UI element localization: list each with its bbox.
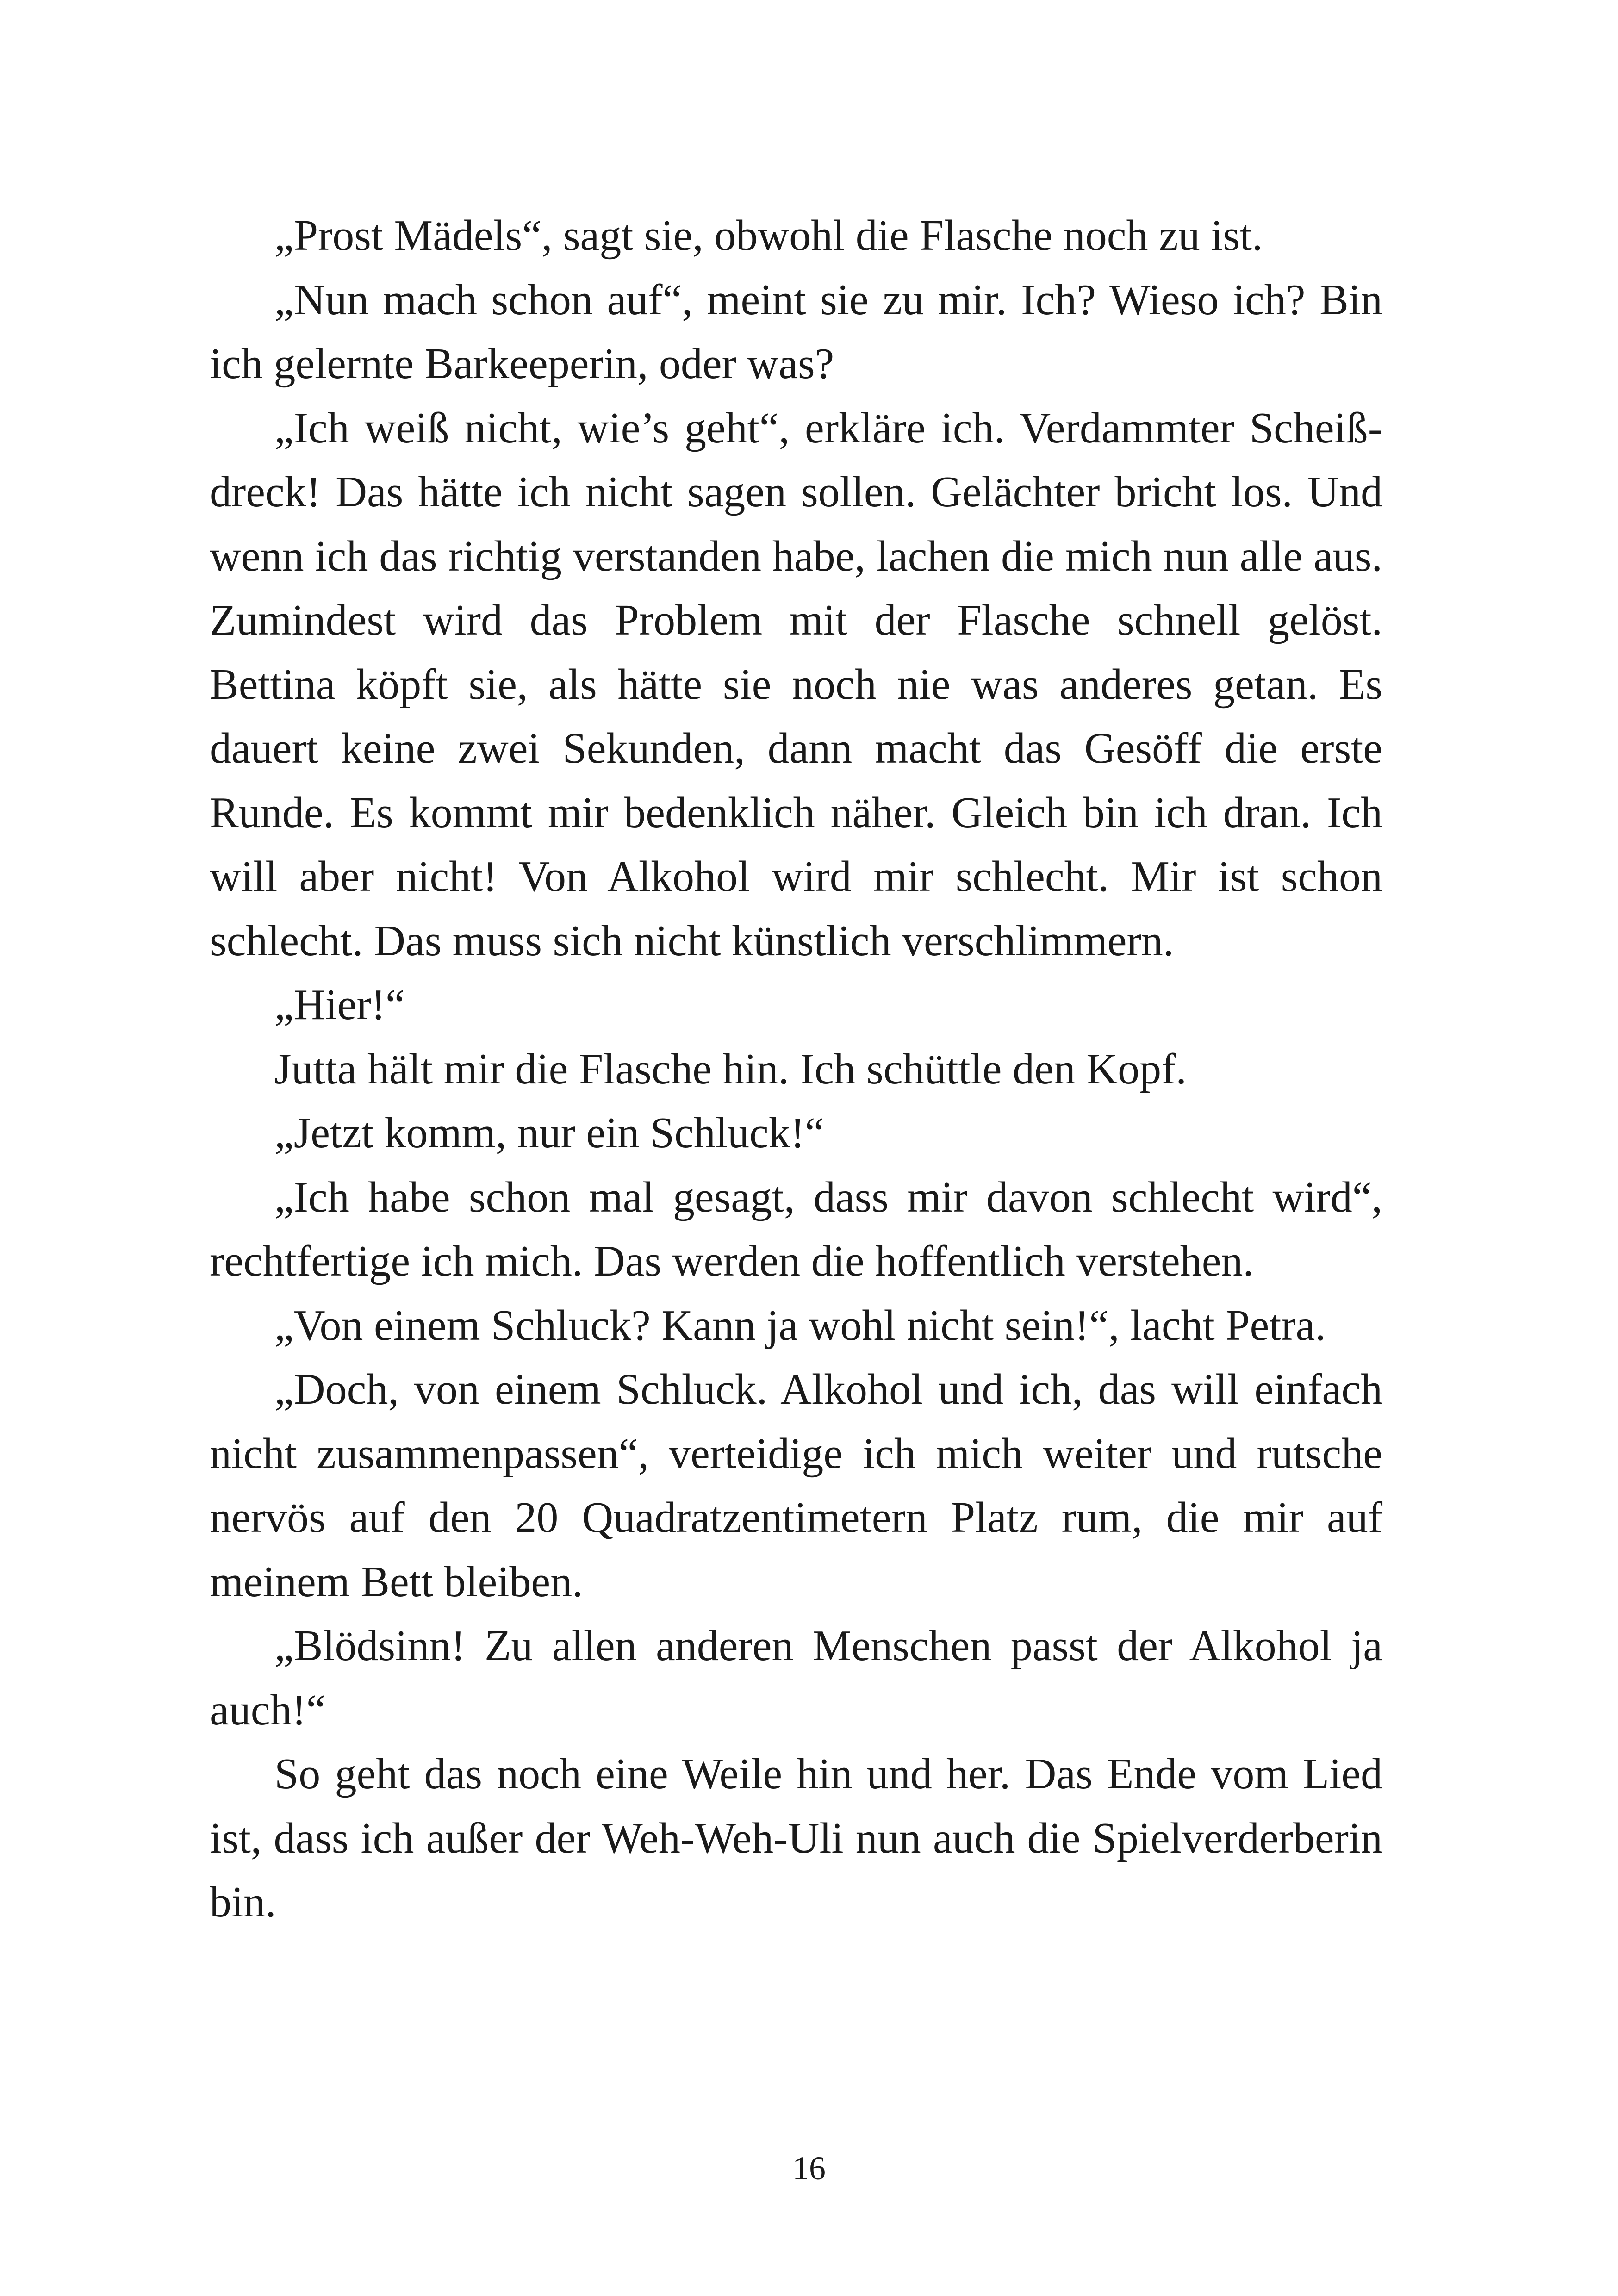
paragraph: „Nun mach schon auf“, meint sie zu mir. Ich? Wieso ich? Bin ich gelernte Barkeeperin, oder was? bbox=[210, 275, 1382, 388]
paragraph: „Ich weiß nicht, wie’s geht“, erkläre ich. Verdammter Scheißdreck! Das hätte ich nicht sagen sollen. Gelächter bricht los. Und wenn ich das richtig verstanden habe, lachen die mich nun alle aus. Zumindest wird das Problem mit der Flasche schnell gelöst. Bettina köpft sie, als hätte sie noch nie was anderes getan. Es dauert keine zwei Sekunden, dann macht das Gesöff die erste Runde. Es kommt mir bedenklich näher. Gleich bin ich dran. Ich will aber nicht! Von Alkohol wird mir schlecht. Mir ist schon schlecht. Das muss sich nicht künstlich verschlimmern. bbox=[210, 404, 1382, 965]
paragraph: „Jetzt komm, nur ein Schluck!“ bbox=[274, 1109, 824, 1157]
body-text bbox=[210, 204, 1382, 1935]
paragraph: „Blödsinn! Zu allen anderen Menschen passt der Alkohol ja auch!“ bbox=[210, 1622, 1382, 1734]
paragraph: „Hier!“ bbox=[274, 981, 405, 1029]
page-number: 16 bbox=[792, 2150, 826, 2187]
paragraph: So geht das noch eine Weile hin und her. Das Ende vom Lied ist, dass ich außer der Weh-Weh-Uli nun auch die Spielverderberin bin. bbox=[210, 1750, 1382, 1926]
paragraph: „Doch, von einem Schluck. Alkohol und ich, das will einfach nicht zusammenpassen“, verteidige ich mich weiter und rutsche nervös auf den 20 Quadratzentimetern Platz rum, die mir auf meinem Bett bleiben. bbox=[210, 1365, 1382, 1606]
paragraph: „Ich habe schon mal gesagt, dass mir davon schlecht wird“, rechtfertige ich mich. Das werden die hoffentlich verstehen. bbox=[210, 1173, 1382, 1285]
paragraph: Jutta hält mir die Flasche hin. Ich schüttle den Kopf. bbox=[274, 1045, 1187, 1093]
paragraph: „Prost Mädels“, sagt sie, obwohl die Flasche noch zu ist. bbox=[274, 212, 1263, 260]
paragraph: „Von einem Schluck? Kann ja wohl nicht sein!“, lacht Petra. bbox=[274, 1301, 1326, 1350]
